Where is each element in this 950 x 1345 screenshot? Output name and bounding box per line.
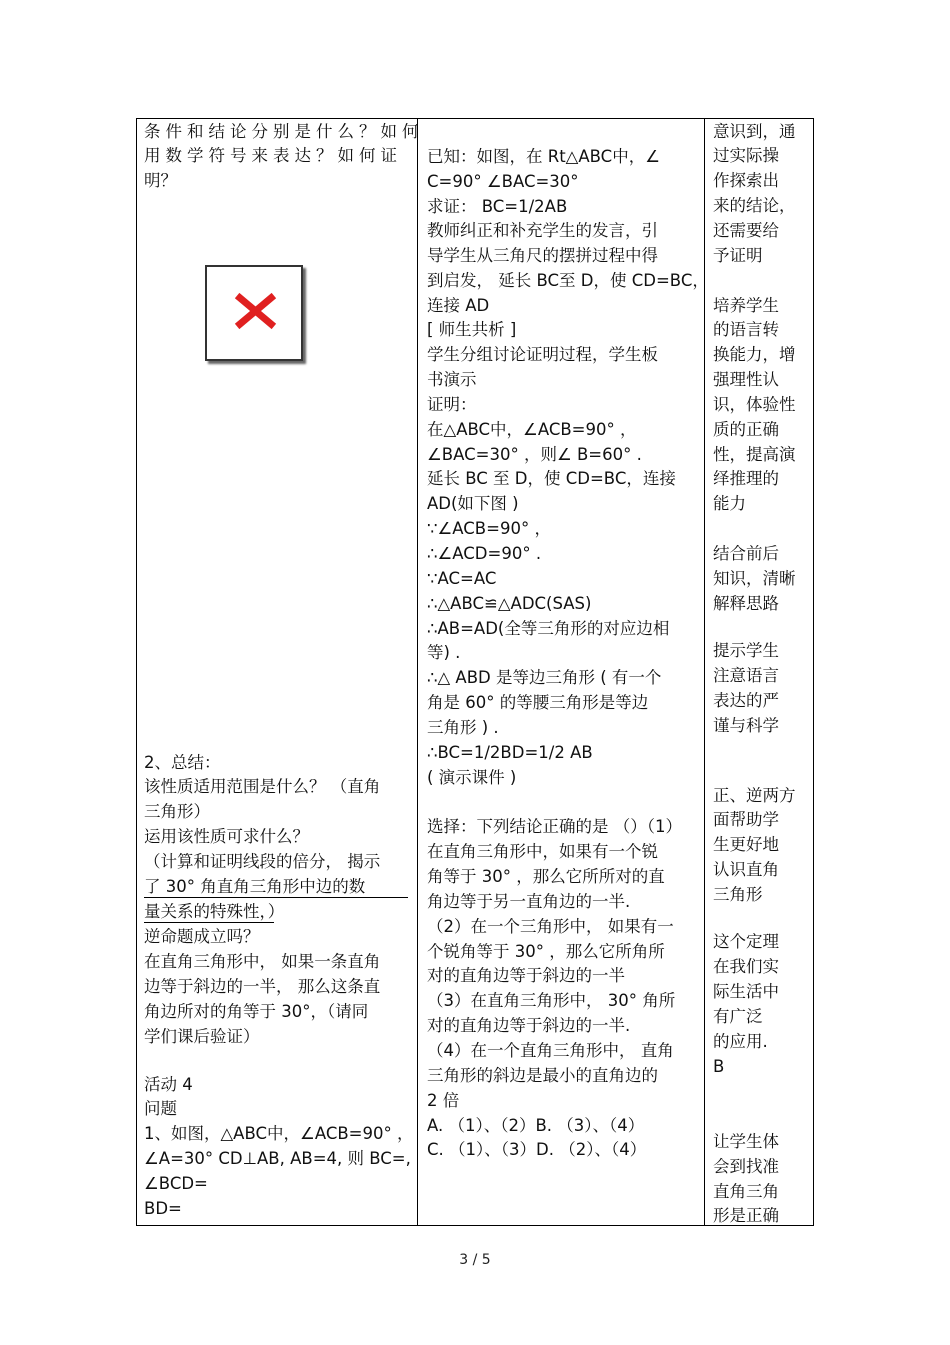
text-line: 会到找准 xyxy=(713,1157,779,1176)
text-line: （4）在一个直角三角形中， 直角 xyxy=(427,1041,674,1060)
text-line: 提示学生 xyxy=(713,641,779,660)
text-line: 注意语言 xyxy=(713,666,779,685)
text-line: ( 演示课件 ) xyxy=(427,768,517,787)
text-line: ∴BC=1/2BD=1/2 AB xyxy=(427,743,593,762)
text-line: 对的直角边等于斜边的一半 xyxy=(427,966,625,985)
text-line: 在△ABC中，∠ACB=90° ， xyxy=(427,420,637,439)
broken-image-icon xyxy=(205,265,303,361)
text-line: 认识直角 xyxy=(713,860,779,879)
text-line: 三角形 ) . xyxy=(427,718,499,737)
text-line: 边等于斜边的一半， 那么这条直 xyxy=(144,977,381,996)
text-line: ∠BAC=30° ，则∠ B=60° . xyxy=(427,445,642,464)
text-line: 予证明 xyxy=(713,246,763,265)
text-line: 在直角三角形中， 如果一条直角 xyxy=(144,952,381,971)
text-line: 问题 xyxy=(144,1099,177,1118)
text-line: 结合前后 xyxy=(713,544,779,563)
text-line: 性，提高演 xyxy=(713,445,796,464)
text-line: 求证： BC=1/2AB xyxy=(427,197,568,216)
text-line: 三角形） xyxy=(144,802,210,821)
text-line: 运用该性质可求什么？ xyxy=(144,827,309,846)
text-line: 条件和结论分别是什么？如何 xyxy=(144,122,424,141)
text-line: 证明： xyxy=(427,395,477,414)
text-line: AD(如下图 ) xyxy=(427,494,519,513)
text-line: 形是正确 xyxy=(713,1206,779,1225)
text-line: 导学生从三角尺的摆拼过程中得 xyxy=(427,246,658,265)
text-line: 活动 4 xyxy=(144,1075,193,1094)
text-line: 角是 60° 的等腰三角形是等边 xyxy=(427,693,649,712)
text-line: 直角三角 xyxy=(713,1182,779,1201)
text-line: （计算和证明线段的倍分， 揭示 xyxy=(144,852,381,871)
text-line: 正、逆两方 xyxy=(713,786,796,805)
text-line: 角边等于另一直角边的一半. xyxy=(427,892,631,911)
text-line: 质的正确 xyxy=(713,420,779,439)
text-line: 这个定理 xyxy=(713,932,779,951)
text-line: B xyxy=(713,1057,725,1076)
text-line: BD= xyxy=(144,1199,182,1218)
text-line: ∴∠ACD=90° . xyxy=(427,544,542,563)
text-line: 绎推理的 xyxy=(713,469,779,488)
text-line: 等) . xyxy=(427,643,461,662)
text-line: 1、如图，△ABC中，∠ACB=90° ， xyxy=(144,1124,414,1143)
text-line: 明？ xyxy=(144,171,177,190)
text-line: ∴AB=AD(全等三角形的对应边相 xyxy=(427,619,670,638)
text-line: 学们课后验证） xyxy=(144,1027,260,1046)
text-line: C. （1）、（3）D. （2）、（4） xyxy=(427,1140,647,1159)
text-line: ∵∠ACB=90° ， xyxy=(427,519,551,538)
text-line: 在直角三角形中，如果有一个锐 xyxy=(427,842,658,861)
text-line: 能力 xyxy=(713,494,746,513)
text-line: A. （1）、（2）B. （3）、（4） xyxy=(427,1116,645,1135)
text-line: （2）在一个三角形中， 如果有一 xyxy=(427,917,674,936)
text-line: 解释思路 xyxy=(713,594,779,613)
text-line: 教师纠正和补充学生的发言，引 xyxy=(427,221,658,240)
page-number: 3 / 5 xyxy=(459,1252,491,1268)
text-line: 识，体验性 xyxy=(713,395,796,414)
text-line: ∠BCD= xyxy=(144,1174,208,1193)
text-line: 生更好地 xyxy=(713,835,779,854)
text-line: 2 倍 xyxy=(427,1091,460,1110)
text-line: 2、总结： xyxy=(144,753,221,772)
text-line: 表达的严 xyxy=(713,691,779,710)
text-line: 角等于 30° ，那么它所所对的直 xyxy=(427,867,665,886)
text-line: 用数学符号来表达？如何证 xyxy=(144,146,402,165)
underline xyxy=(144,922,274,923)
left-column xyxy=(137,119,424,1225)
text-line: 该性质适用范围是什么？ （直角 xyxy=(144,777,381,796)
text-line: 有广泛 xyxy=(713,1007,763,1026)
text-line: 面帮助学 xyxy=(713,810,779,829)
text-line: 换能力，增 xyxy=(713,345,796,364)
right-column xyxy=(705,119,813,1225)
text-line: 作探索出 xyxy=(713,171,779,190)
text-line: 三角形的斜边是最小的直角边的 xyxy=(427,1066,658,1085)
text-line: ∴△ABC≌△ADC(SAS) xyxy=(427,594,592,613)
text-line: 际生活中 xyxy=(713,982,779,1001)
text-line: 谨与科学 xyxy=(713,716,779,735)
text-line: 延长 BC 至 D，使 CD=BC，连接 xyxy=(427,469,676,488)
text-line: 对的直角边等于斜边的一半. xyxy=(427,1016,631,1035)
text-line: C=90° ∠BAC=30° xyxy=(427,172,579,191)
text-line: [ 师生共析 ] xyxy=(427,320,517,339)
text-line: 还需要给 xyxy=(713,221,779,240)
text-line: 强理性认 xyxy=(713,370,779,389)
text-line: 三角形 xyxy=(713,885,763,904)
text-line: 已知：如图，在 Rt△ABC中，∠ xyxy=(427,147,660,166)
text-line: 逆命题成立吗？ xyxy=(144,927,260,946)
text-line: ∠A=30° CD⊥AB, AB=4, 则 BC=, xyxy=(144,1149,411,1168)
text-line: 选择：下列结论正确的是 （）（1） xyxy=(427,817,682,836)
text-line: 培养学生 xyxy=(713,296,779,315)
text-line: 到启发， 延长 BC至 D，使 CD=BC， xyxy=(427,271,709,290)
text-line: 让学生体 xyxy=(713,1132,779,1151)
text-line: 学生分组讨论证明过程，学生板 xyxy=(427,345,658,364)
text-line: 来的结论， xyxy=(713,196,796,215)
text-line: 个锐角等于 30° ，那么它所角所 xyxy=(427,942,665,961)
close-x-icon xyxy=(231,287,279,335)
lesson-plan-table xyxy=(136,118,814,1226)
middle-column xyxy=(418,119,709,1225)
text-line: 量关系的特殊性，） xyxy=(144,902,285,921)
text-line: 角边所对的角等于 30°，（请同 xyxy=(144,1002,369,1021)
text-line: ∴△ ABD 是等边三角形 ( 有一个 xyxy=(427,668,662,687)
text-line: 连接 AD xyxy=(427,296,490,315)
text-line: 过实际操 xyxy=(713,146,779,165)
text-line: 的语言转 xyxy=(713,320,779,339)
text-line: ∵AC=AC xyxy=(427,569,497,588)
text-line: 在我们实 xyxy=(713,957,779,976)
text-line: （3）在直角三角形中， 30° 角所 xyxy=(427,991,676,1010)
underline xyxy=(144,897,408,898)
text-line: 的应用. xyxy=(713,1032,768,1051)
text-line: 书演示 xyxy=(427,370,477,389)
text-line: 了 30° 角直角三角形中边的数 xyxy=(144,877,366,896)
text-line: 知识，清晰 xyxy=(713,569,796,588)
text-line: 意识到，通 xyxy=(713,122,796,141)
